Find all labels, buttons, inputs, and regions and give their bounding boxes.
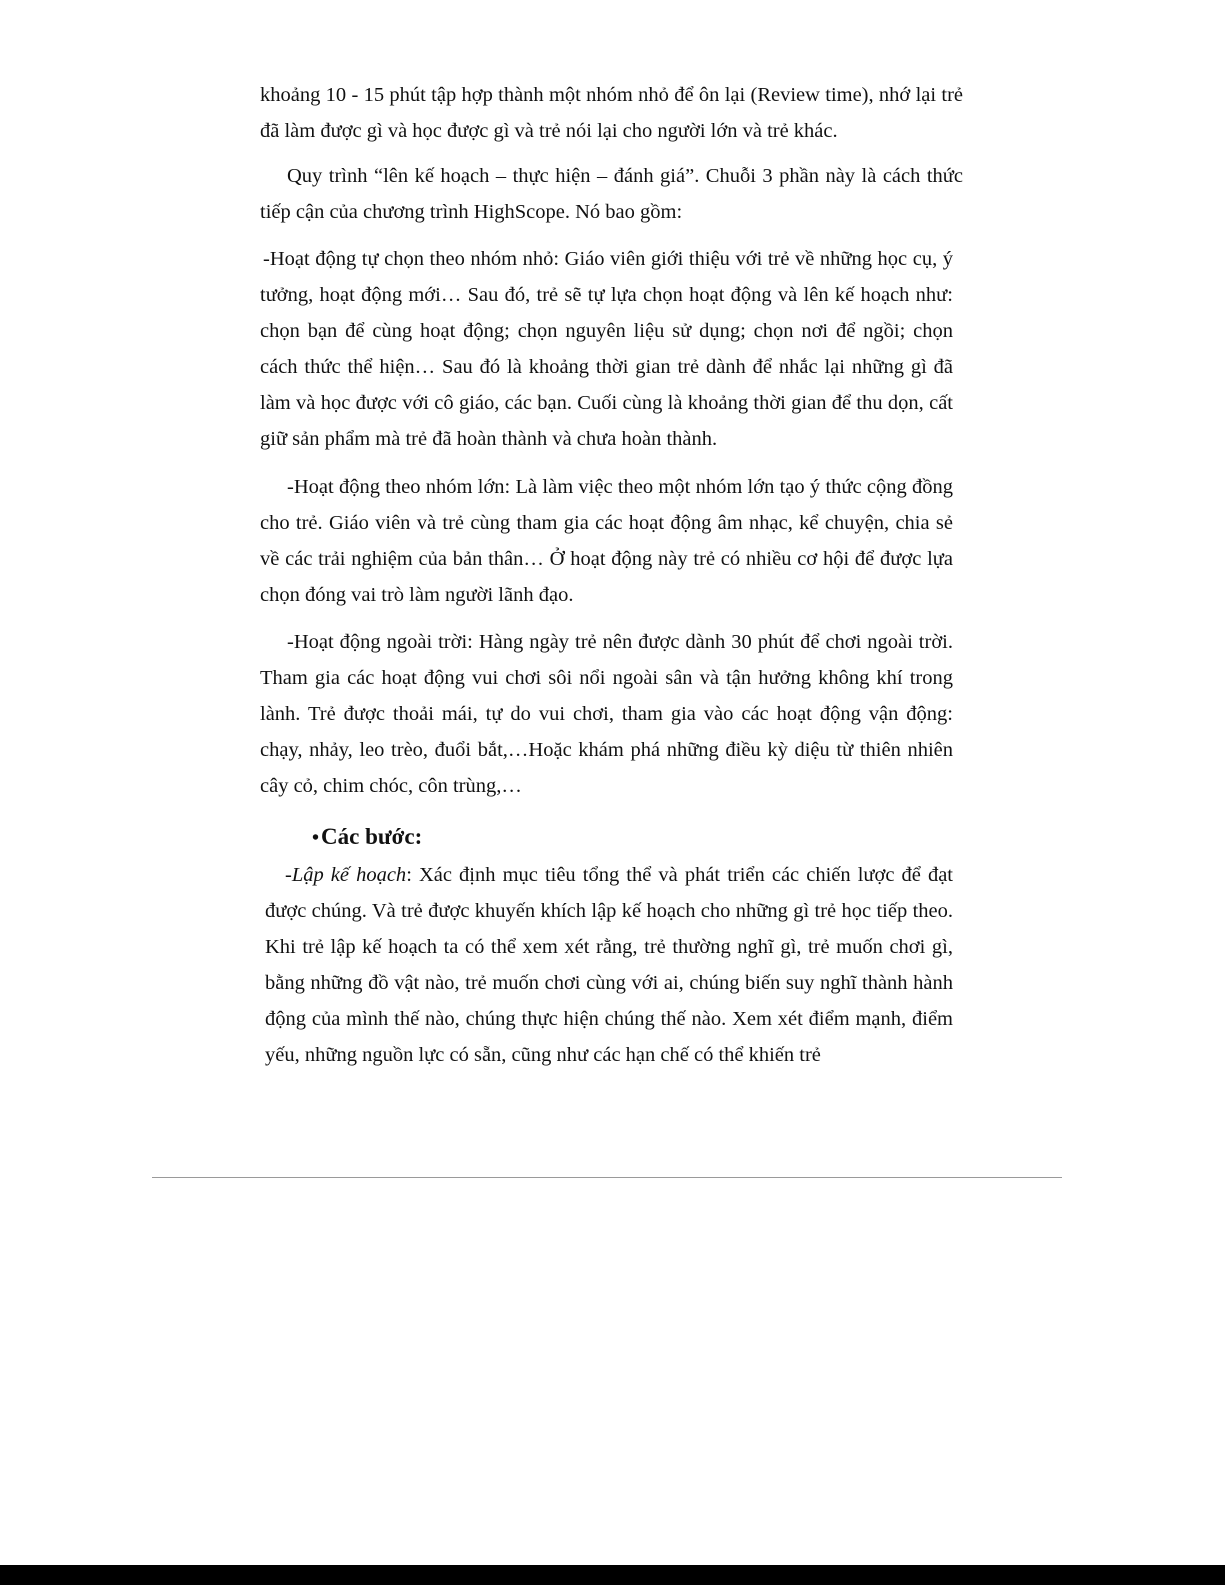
steps-heading-text: Các bước: [321,824,423,849]
paragraph-small-group: -Hoạt động tự chọn theo nhóm nhỏ: Giáo viên giới thiệu với trẻ về những học cụ, ý tưởng, hoạt động mới… Sau đó, trẻ sẽ tự lựa chọn hoạt động và lên kế hoạch như: chọn bạn để cùng hoạt động; chọn nguyên liệu sử dụng; chọn nơi để ngồi; chọn cách thức thể hiện… Sau đó là khoảng thời gian trẻ dành để nhắc lại những gì đã làm và học được với cô giáo, các bạn. Cuối cùng là khoảng thời gian để thu dọn, cất giữ sản phẩm mà trẻ đã hoàn thành và chưa hoàn thành. [260,248,953,450]
bullet-icon: • [312,827,320,849]
bottom-edge-bar [0,1565,1225,1585]
steps-heading [312,820,422,855]
paragraph-process: Quy trình “lên kế hoạch – thực hiện – đánh giá”. Chuỗi 3 phần này là cách thức tiếp cận của chương trình HighScope. Nó bao gồm: [260,165,963,223]
paragraph-planning [265,857,953,1073]
paragraph-large-group: -Hoạt động theo nhóm lớn: Là làm việc theo một nhóm lớn tạo ý thức cộng đồng cho trẻ. Giáo viên và trẻ cùng tham gia các hoạt động âm nhạc, kể chuyện, chia sẻ về các trải nghiệm của bản thân… Ở hoạt động này trẻ có nhiều cơ hội để được lựa chọn đóng vai trò làm người lãnh đạo. [260,476,953,606]
paragraph-outdoor: -Hoạt động ngoài trời: Hàng ngày trẻ nên được dành 30 phút để chơi ngoài trời. Tham gia các hoạt động vui chơi sôi nổi ngoài sân và tận hưởng không khí trong lành. Trẻ được thoải mái, tự do vui chơi, tham gia vào các hoạt động vận động: chạy, nhảy, leo trèo, đuổi bắt,…Hoặc khám phá những điều kỳ diệu từ thiên nhiên cây cỏ, chim chóc, côn trùng,… [260,631,953,797]
planning-term: Lập kế hoạch [291,864,407,886]
planning-prefix: - [285,864,292,886]
paragraph-review-time: khoảng 10 - 15 phút tập hợp thành một nhóm nhỏ để ôn lại (Review time), nhớ lại trẻ đã làm được gì và học được gì và trẻ nói lại cho người lớn và trẻ khác. [260,84,963,142]
page-divider [152,1177,1062,1178]
planning-text: : Xác định mục tiêu tổng thể và phát triển các chiến lược để đạt được chúng. Và trẻ được khuyến khích lập kế hoạch cho những gì trẻ học tiếp theo. Khi trẻ lập kế hoạch ta có thể xem xét rằng, trẻ thường nghĩ gì, trẻ muốn chơi gì, bằng những đồ vật nào, trẻ muốn chơi cùng với ai, chúng biến suy nghĩ thành hành động của mình thế nào, chúng thực hiện chúng thế nào. Xem xét điểm mạnh, điểm yếu, những nguồn lực có sẵn, cũng như các hạn chế có thể khiến trẻ [265,864,953,1066]
